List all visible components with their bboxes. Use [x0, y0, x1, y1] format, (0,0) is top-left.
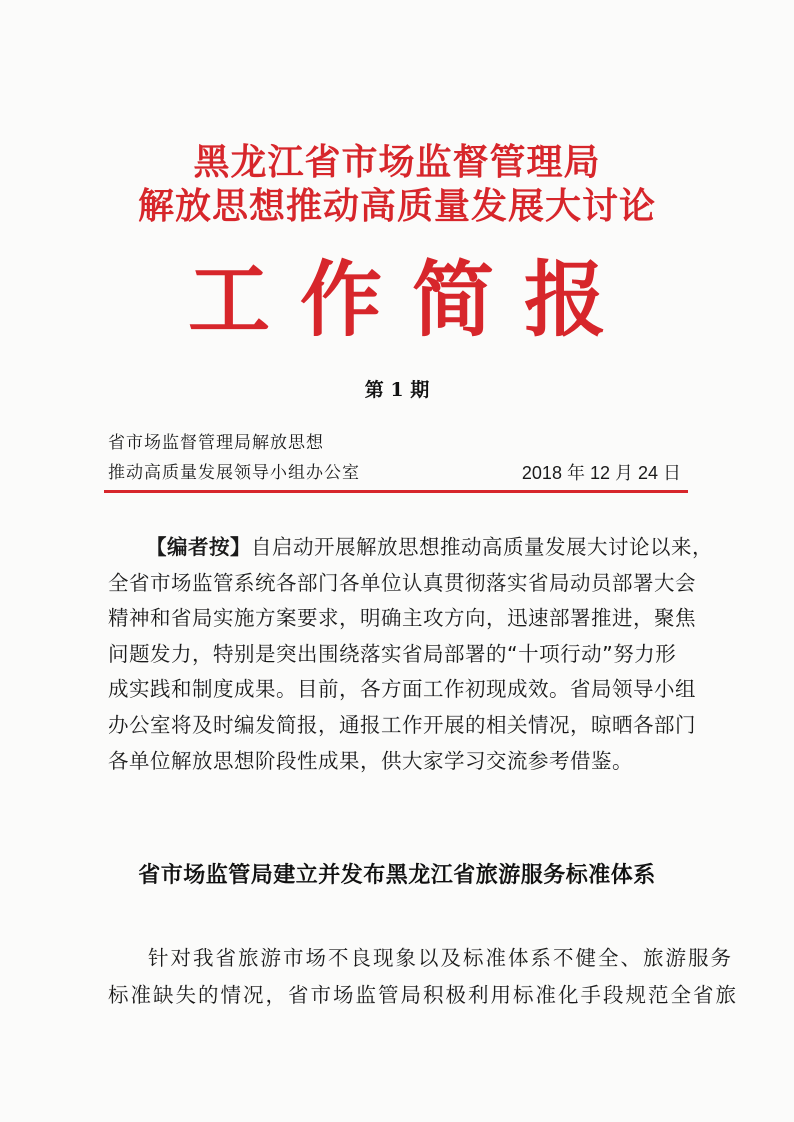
- editor-note-line: 精神和省局实施方案要求，明确主攻方向，迅速部署推进，聚焦: [108, 606, 696, 631]
- editor-note-line: 成实践和制度成果。目前，各方面工作初现成效。省局领导小组: [108, 677, 696, 702]
- article-body-line: 针对我省旅游市场不良现象以及标准体系不健全、旅游服务: [148, 946, 733, 970]
- article-body-line: 标准缺失的情况，省市场监管局积极利用标准化手段规范全省旅: [108, 983, 738, 1007]
- editor-note-line: 办公室将及时编发简报，通报工作开展的相关情况，晾晒各部门: [108, 712, 696, 737]
- campaign-title: 解放思想推动高质量发展大讨论: [137, 185, 656, 227]
- red-divider-line: [104, 490, 688, 493]
- issuing-office-line: 省市场监督管理局解放思想: [108, 433, 324, 453]
- issuing-office: [108, 428, 360, 488]
- organization-title: 黑龙江省市场监督管理局: [193, 141, 601, 183]
- editor-note-label: 【编者按】: [146, 535, 251, 559]
- article-body: [108, 940, 738, 1014]
- editor-note: [108, 530, 713, 779]
- issue-number: 第 1 期: [364, 379, 430, 401]
- article-title: 省市场监管局建立并发布黑龙江省旅游服务标准体系: [138, 863, 656, 888]
- editor-note-line: 全省市场监管系统各部门各单位认真贯彻落实省局动员部署大会: [108, 570, 696, 595]
- bulletin-masthead: 工作简报: [187, 252, 636, 348]
- editor-note-line: 问题发力，特别是突出围绕落实省局部署的“十项行动”努力形: [108, 641, 677, 666]
- issuing-office-line: 推动高质量发展领导小组办公室: [108, 463, 360, 483]
- editor-note-line: 【编者按】自启动开展解放思想推动高质量发展大讨论以来，: [146, 535, 713, 559]
- editor-note-line: 各单位解放思想阶段性成果，供大家学习交流参考借鉴。: [108, 748, 633, 773]
- issue-date: 2018 年 12 月 24 日: [521, 463, 681, 483]
